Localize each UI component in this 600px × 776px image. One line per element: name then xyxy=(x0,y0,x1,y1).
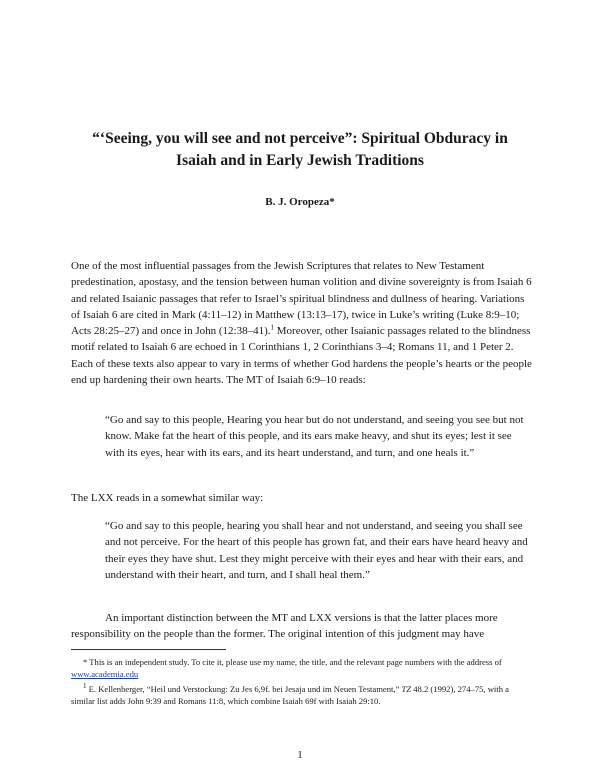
footnote-1-marker: 1 xyxy=(83,682,87,691)
lxx-intro: The LXX reads in a somewhat similar way: xyxy=(71,492,264,504)
page-number: 1 xyxy=(297,749,303,761)
block-quote-mt: “Go and say to this people, Hearing you hear but do not understand, and seeing you see but not know. Make fat the heart of this people, and its ears make heavy, and shut its eyes; lest it see with its eyes, hear with its ears, and its heart understand, and turn, and one heals it.” xyxy=(105,414,524,459)
footnote-1-text: E. Kellenberger, “Heil und Verstockung: Zu Jes 6,9f. bei Jesaja und im Neuen Testament,” xyxy=(86,684,402,694)
title-line-2: Isaiah and in Early Jewish Traditions xyxy=(176,152,424,169)
body-paragraph-1 xyxy=(71,258,533,388)
footnote-1-journal: TZ xyxy=(401,684,412,694)
block-quote-lxx: “Go and say to this people, hearing you shall hear and not understand, and seeing you shall see and not perceive. For the heart of this people has grown fat, and their ears have heard heavy and their eyes they have shut. Lest they might perceive with their eyes and hear with their ears, and understand with their heart, and turn, and I shall heal them.” xyxy=(105,520,528,581)
author-name: B. J. Oropeza* xyxy=(265,196,335,208)
footnote-star xyxy=(71,656,533,680)
paragraph-1-text-cont: Moreover, other Isaianic passages related to the blindness motif related to Isaiah 6 are echoed in 1 Corinthians 1, 2 Corinthians 3–4; Romans 11, and 1 Peter 2. Each of these texts also appear to vary in terms of whether God hardens the people’s hearts or the people end up hardening their own hearts. The MT of Isaiah 6:9–10 reads: xyxy=(71,325,532,387)
footnote-1 xyxy=(71,683,533,707)
body-paragraph-2: An important distinction between the MT and LXX versions is that the latter places more responsibility on the people than the former. The original intention of this judgment may have xyxy=(71,612,498,641)
academia-link[interactable]: www.academia.edu xyxy=(71,669,139,679)
footnote-star-marker: * xyxy=(83,657,88,667)
paper-title xyxy=(70,128,530,172)
footnote-separator xyxy=(71,649,226,650)
title-line-1: “‘Seeing, you will see and not perceive”: Spiritual Obduracy in xyxy=(92,130,508,147)
footnote-ref-1[interactable]: 1 xyxy=(270,323,274,332)
paragraph-1-text: One of the most influential passages from the Jewish Scriptures that relates to New Testament predestination, apostasy, and the tension between human volition and divine sovereignty is from Isaiah 6 and related Isaianic passages that refer to Israel’s spiritual blindness and dullness of hearing. Variations of Isaiah 6 are cited in Mark (4:11–12) in Matthew (13:13–17), twice in Luke’s writing (Luke 8:9–10; Acts 28:25–27) and once in John (12:38–41). xyxy=(71,260,532,338)
footnote-star-text: This is an independent study. To cite it, please use my name, the title, and the relevant page numbers with the address of xyxy=(87,657,502,667)
footnote-1-text-cont: 48.2 (1992), 274–75, with a similar list adds John 9:39 and Romans 11:8, which combine Isaiah 69f with Isaiah 29:10. xyxy=(71,684,509,706)
